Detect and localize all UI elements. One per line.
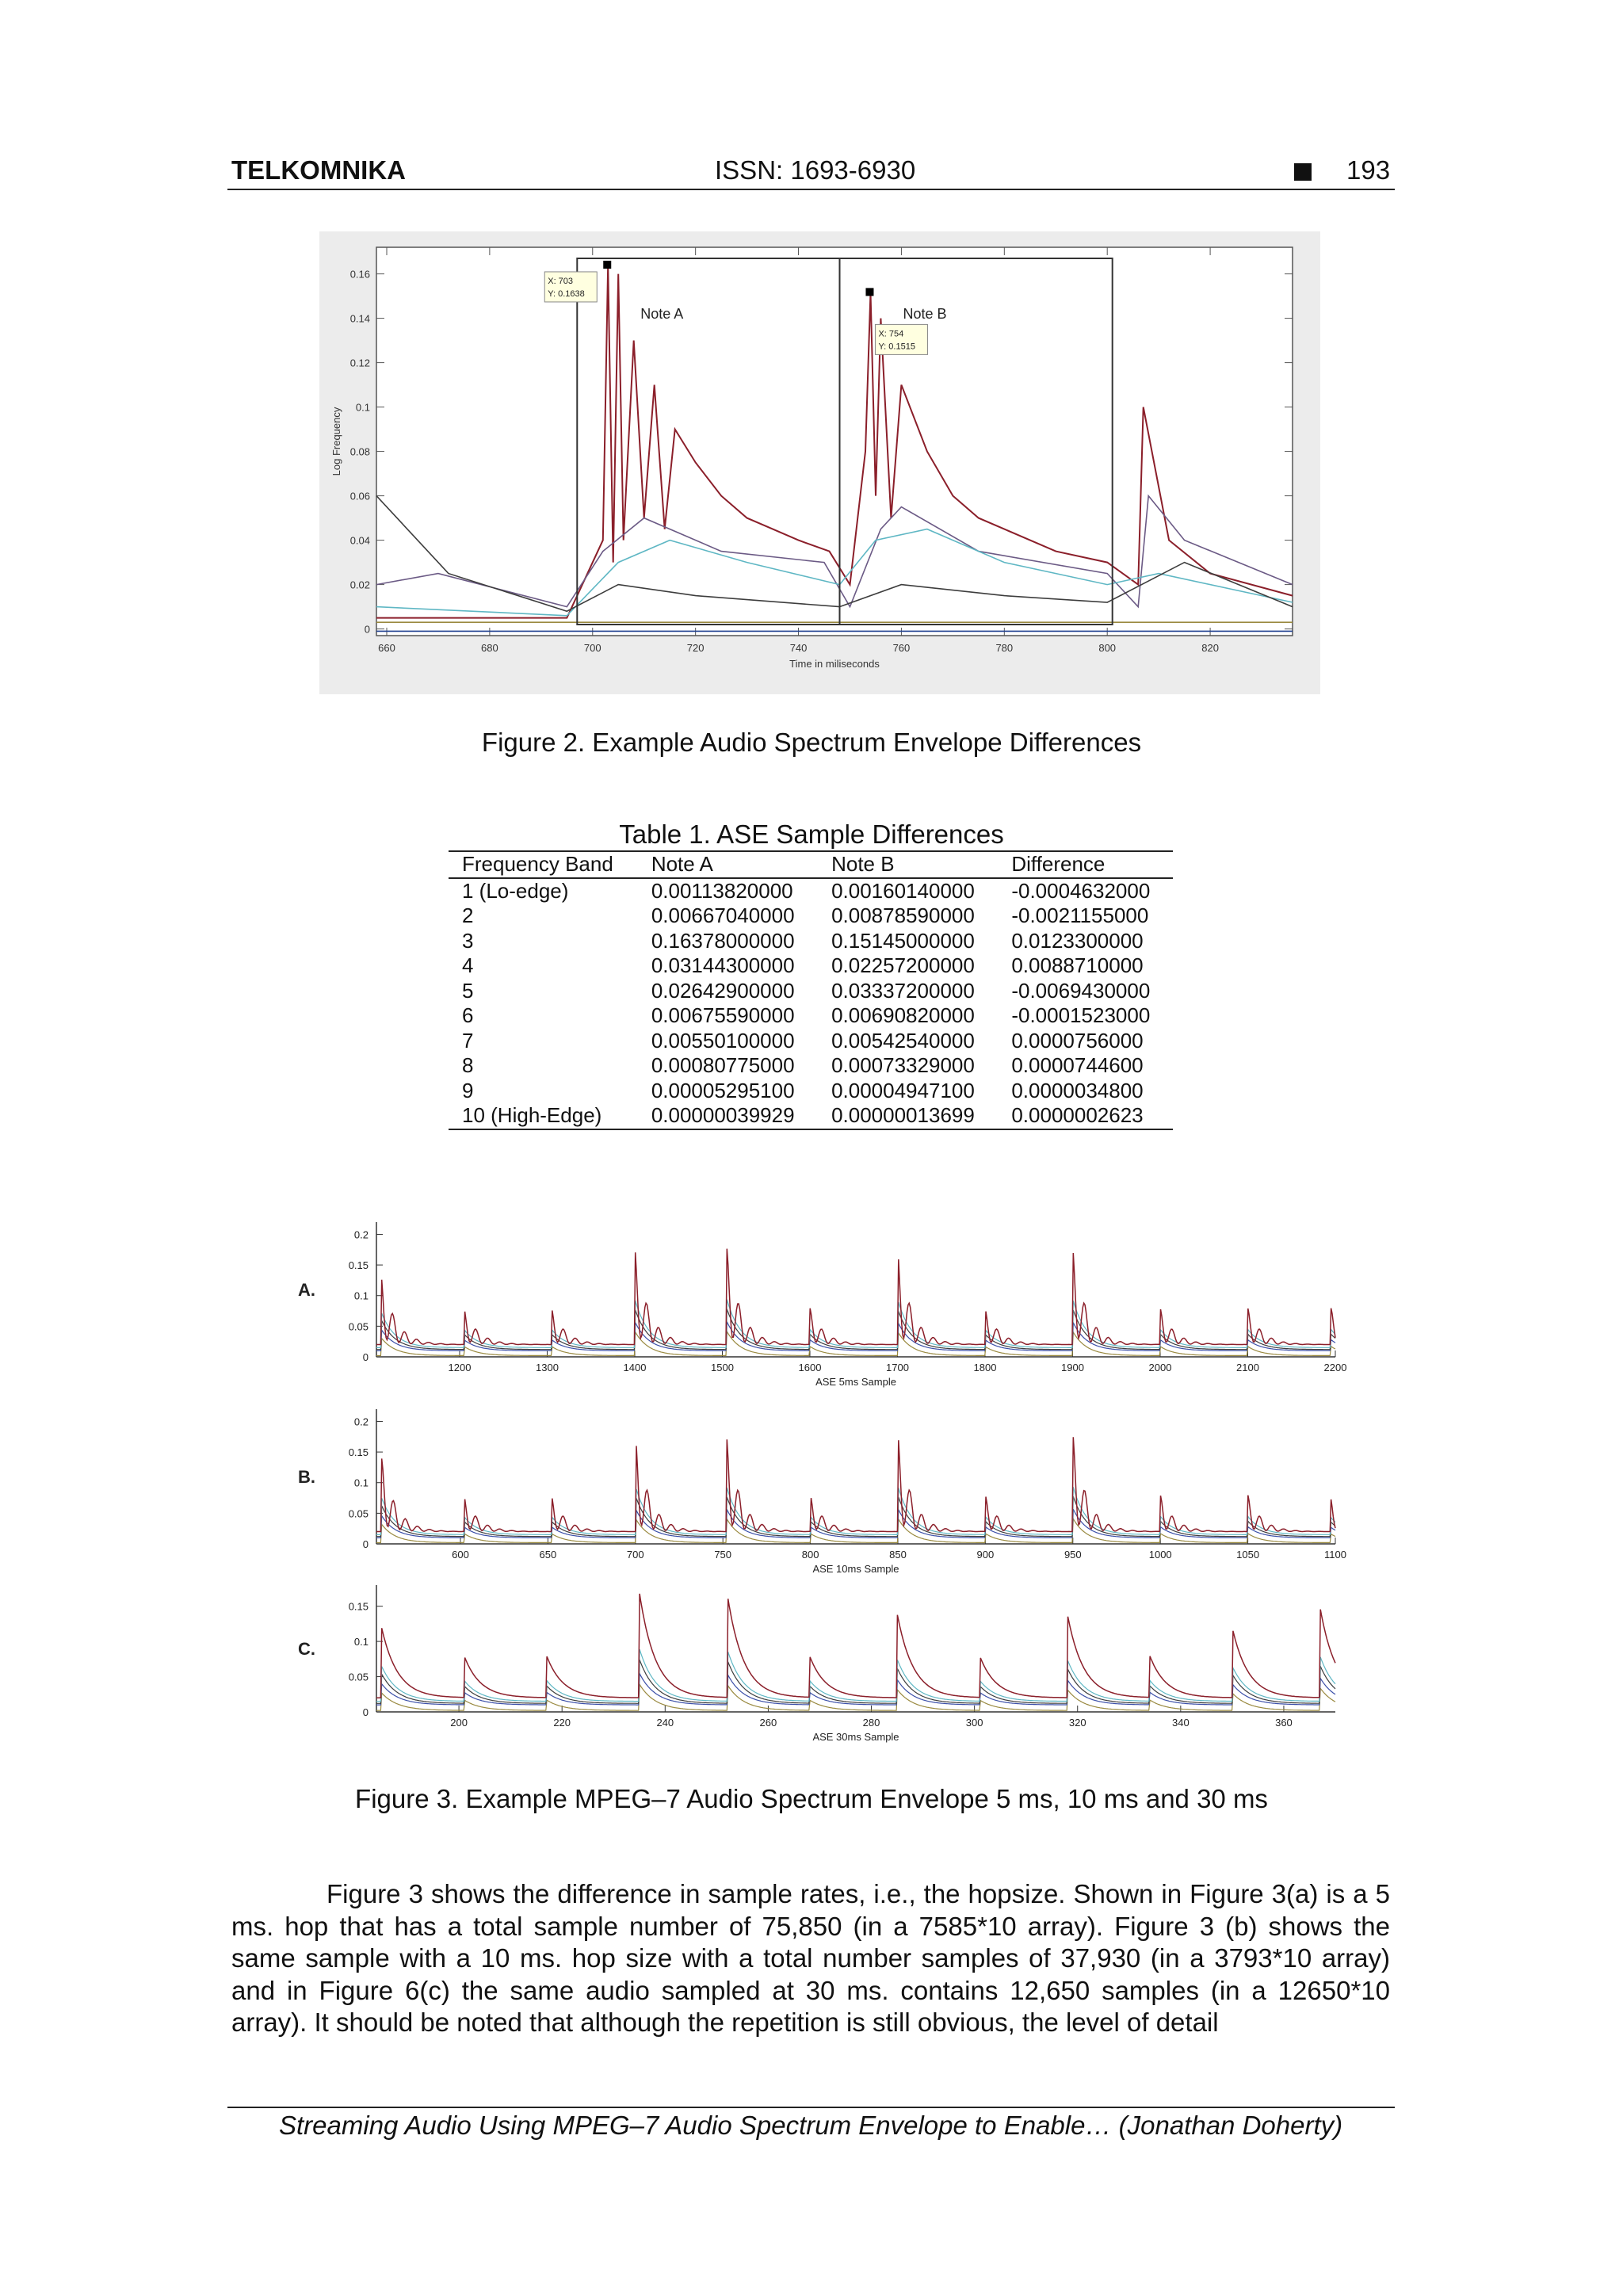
- x-tick-label: 1900: [1061, 1362, 1084, 1373]
- x-tick-label: 720: [686, 642, 705, 654]
- table-cell: 1 (Lo-edge): [462, 878, 569, 903]
- table-row: [449, 929, 1173, 954]
- x-tick-label: 1500: [711, 1362, 734, 1373]
- datatip-x: X: 754: [878, 329, 904, 339]
- table-cell: 0.0000756000: [1011, 1028, 1144, 1052]
- series-line: [376, 1249, 1335, 1345]
- panel-label: A.: [298, 1280, 315, 1300]
- x-tick-label: 280: [862, 1717, 880, 1729]
- y-tick-label: 0.1: [353, 1477, 369, 1489]
- figure-2-chart: [319, 231, 1320, 694]
- y-tick-label: 0.15: [348, 1600, 369, 1613]
- x-tick-label: 780: [995, 642, 1014, 654]
- table-cell: 8: [462, 1053, 474, 1077]
- table-cell: 0.00004947100: [831, 1078, 975, 1102]
- series-line: [376, 1684, 1335, 1710]
- x-tick-label: 300: [965, 1717, 983, 1729]
- x-tick-label: 900: [976, 1549, 995, 1561]
- x-tick-label: 950: [1064, 1549, 1082, 1561]
- table-cell: 0.00878590000: [831, 904, 975, 927]
- series-line: [376, 1300, 1335, 1348]
- y-tick-label: 0.05: [348, 1320, 369, 1333]
- x-tick-label: 660: [378, 642, 395, 654]
- datatip-marker: [603, 261, 611, 269]
- x-axis-label: Time in miliseconds: [789, 658, 880, 670]
- y-tick-label: 0.14: [349, 312, 370, 325]
- y-axis-label: Log Frequency: [330, 407, 342, 476]
- header-rule: [227, 189, 1395, 190]
- y-tick-label: 0.02: [349, 579, 370, 591]
- table-cell: 10 (High-Edge): [449, 1103, 638, 1129]
- table-header-cell: Note A: [638, 851, 818, 878]
- x-tick-label: 1600: [798, 1362, 822, 1373]
- x-tick-label: 320: [1068, 1717, 1086, 1729]
- y-tick-label: 0.16: [349, 268, 370, 281]
- table-cell: 0.03337200000: [831, 978, 975, 1003]
- table-row: [449, 904, 1173, 929]
- note-label: Note B: [903, 306, 947, 322]
- table-cell: 3: [462, 928, 474, 953]
- table-row: [449, 1003, 1173, 1029]
- x-tick-label: 200: [450, 1717, 468, 1729]
- x-tick-label: 220: [553, 1717, 571, 1729]
- y-tick-label: 0.12: [349, 357, 370, 369]
- series-line: [376, 1322, 1335, 1351]
- footer-rule: [227, 2107, 1395, 2108]
- table-cell: 0.03144300000: [651, 953, 795, 977]
- issn: ISSN: 1693-6930: [715, 155, 916, 185]
- table-cell: 0.00542540000: [831, 1028, 975, 1052]
- x-tick-label: 700: [583, 642, 601, 654]
- x-tick-label: 1000: [1148, 1549, 1172, 1561]
- table-cell: 0.00073329000: [831, 1053, 975, 1077]
- y-tick-label: 0: [364, 623, 370, 636]
- journal-name: TELKOMNIKA: [231, 155, 406, 185]
- table-cell: 0.16378000000: [651, 928, 795, 953]
- table-row: [449, 1103, 1173, 1129]
- datatip-y: Y: 0.1515: [878, 342, 915, 352]
- x-axis-label: ASE 30ms Sample: [812, 1731, 899, 1743]
- table-row: [449, 953, 1173, 979]
- table-cell: 0.00005295100: [651, 1078, 795, 1102]
- x-tick-label: 1300: [536, 1362, 559, 1373]
- series-line: [376, 1437, 1335, 1531]
- table-cell: 0.00113820000: [651, 878, 793, 903]
- y-tick-label: 0.1: [353, 1289, 369, 1302]
- figure-3-caption: Figure 3. Example MPEG–7 Audio Spectrum Envelope 5 ms, 10 ms and 30 ms: [355, 1784, 1268, 1813]
- table-cell: -0.0001523000: [1011, 1003, 1151, 1027]
- table-cell: 0.00690820000: [831, 1003, 975, 1027]
- table-cell: -0.0069430000: [1011, 978, 1151, 1003]
- x-axis-label: ASE 10ms Sample: [812, 1563, 899, 1575]
- datatip-marker: [865, 288, 873, 296]
- table-header-cell: Difference: [998, 851, 1173, 878]
- x-tick-label: 820: [1201, 642, 1219, 654]
- x-tick-label: 1800: [973, 1362, 997, 1373]
- table-cell: 0.00675590000: [651, 1003, 795, 1027]
- table-header-cell: Note B: [818, 851, 998, 878]
- running-footer: Streaming Audio Using MPEG–7 Audio Spectrum Envelope to Enable… (Jonathan Doherty): [279, 2111, 1343, 2140]
- table-header-row: [449, 851, 1173, 878]
- panel-1: [298, 1409, 1346, 1575]
- table-cell: 0.0000034800: [1011, 1078, 1144, 1102]
- x-tick-label: 760: [892, 642, 911, 654]
- body-paragraph: Figure 3 shows the difference in sample rates, i.e., the hopsize. Shown in Figure 3(a) is a 5 ms. hop that has a total sample number of 75,850 (in a 7585*10 array). Figure 3 (b) shows the same sample with a 10 ms. hop size with a total number samples of 37,930 (in a 3793*10 array) and in Figure 6(c) the same audio sampled at 30 ms. contains 12,650 samples (in a 12650*10 array). It should be noted that although the repetition is still obvious, the level of detail: [231, 1879, 1390, 2037]
- table-row: [449, 1029, 1173, 1054]
- y-tick-label: 0.2: [353, 1228, 369, 1241]
- table-cell: 6: [462, 1003, 474, 1027]
- y-tick-label: 0.1: [355, 401, 370, 414]
- x-tick-label: 650: [539, 1549, 557, 1561]
- table-row: [449, 1053, 1173, 1079]
- x-tick-label: 340: [1171, 1717, 1190, 1729]
- table-cell: 0.0123300000: [1011, 928, 1144, 953]
- y-tick-label: 0.06: [349, 490, 370, 502]
- ase-differences-table: [449, 850, 1173, 1130]
- x-tick-label: 360: [1275, 1717, 1293, 1729]
- table-cell: 0.02642900000: [651, 978, 795, 1003]
- table-cell: 7: [462, 1028, 474, 1052]
- panel-label: B.: [298, 1467, 315, 1487]
- x-tick-label: 2100: [1236, 1362, 1259, 1373]
- note-label: Note A: [640, 306, 684, 322]
- x-tick-label: 1700: [886, 1362, 909, 1373]
- table-cell: 0.0000744600: [1011, 1053, 1144, 1077]
- y-tick-label: 0.15: [348, 1259, 369, 1272]
- series-line: [376, 1487, 1335, 1534]
- table-cell: 0.00550100000: [651, 1028, 795, 1052]
- x-tick-label: 1200: [448, 1362, 472, 1373]
- x-tick-label: 600: [452, 1549, 469, 1561]
- x-tick-label: 740: [789, 642, 808, 654]
- y-tick-label: 0.2: [353, 1415, 369, 1428]
- panel-0: [298, 1222, 1346, 1388]
- x-tick-label: 680: [481, 642, 498, 654]
- datatip-x: X: 703: [548, 276, 574, 286]
- series-line: [376, 1649, 1335, 1702]
- table-cell: -0.0021155000: [1011, 904, 1149, 927]
- table-row: [449, 878, 1173, 904]
- table-cell: 0.0000002623: [998, 1103, 1173, 1129]
- x-tick-label: 240: [656, 1717, 674, 1729]
- table-cell: 0.15145000000: [831, 928, 975, 953]
- table-row: [449, 979, 1173, 1004]
- table-cell: 4: [462, 953, 474, 977]
- datatip-y: Y: 0.1638: [548, 288, 585, 299]
- y-tick-label: 0: [362, 1706, 369, 1718]
- x-tick-label: 260: [759, 1717, 777, 1729]
- y-tick-label: 0.05: [348, 1507, 369, 1520]
- y-tick-label: 0.1: [353, 1636, 369, 1648]
- table-cell: 5: [462, 978, 474, 1003]
- table-header-cell: Frequency Band: [449, 851, 638, 878]
- x-tick-label: 800: [801, 1549, 819, 1561]
- table-cell: 0.02257200000: [831, 953, 975, 977]
- table-row: [449, 1079, 1173, 1104]
- y-tick-label: 0.05: [348, 1671, 369, 1683]
- y-tick-label: 0.15: [348, 1446, 369, 1459]
- table-cell: 0.00080775000: [651, 1053, 795, 1077]
- bullet-square-icon: [1294, 163, 1312, 181]
- table-cell: 0.00000013699: [818, 1103, 998, 1129]
- y-tick-label: 0.04: [349, 534, 370, 547]
- figure-2-caption: Figure 2. Example Audio Spectrum Envelope Differences: [481, 728, 1142, 757]
- x-tick-label: 800: [1098, 642, 1117, 654]
- table-cell: 0.00160140000: [831, 878, 975, 903]
- y-tick-label: 0.08: [349, 445, 370, 458]
- y-tick-label: 0: [362, 1351, 369, 1363]
- panel-label: C.: [298, 1639, 315, 1659]
- page-number: 193: [1346, 155, 1391, 185]
- y-tick-label: 0: [362, 1538, 369, 1550]
- x-tick-label: 700: [626, 1549, 644, 1561]
- table-cell: 0.0088710000: [1011, 953, 1144, 977]
- table-cell: 0.00667040000: [651, 904, 795, 927]
- x-tick-label: 750: [714, 1549, 732, 1561]
- panel-2: [298, 1585, 1335, 1743]
- table-cell: 2: [462, 904, 474, 927]
- series-line: [376, 1509, 1335, 1538]
- table-cell: -0.0004632000: [1011, 878, 1151, 903]
- x-tick-label: 1400: [623, 1362, 647, 1373]
- x-tick-label: 850: [889, 1549, 907, 1561]
- x-tick-label: 2200: [1323, 1362, 1347, 1373]
- x-axis-label: ASE 5ms Sample: [815, 1376, 896, 1388]
- x-tick-label: 1050: [1236, 1549, 1260, 1561]
- series-line: [376, 1594, 1335, 1698]
- table-1-title: Table 1. ASE Sample Differences: [619, 819, 1004, 849]
- figure-3-chart: [285, 1213, 1347, 1748]
- table-cell: 0.00000039929: [638, 1103, 818, 1129]
- table-cell: 9: [462, 1078, 474, 1102]
- x-tick-label: 2000: [1148, 1362, 1172, 1373]
- x-tick-label: 1100: [1324, 1549, 1346, 1561]
